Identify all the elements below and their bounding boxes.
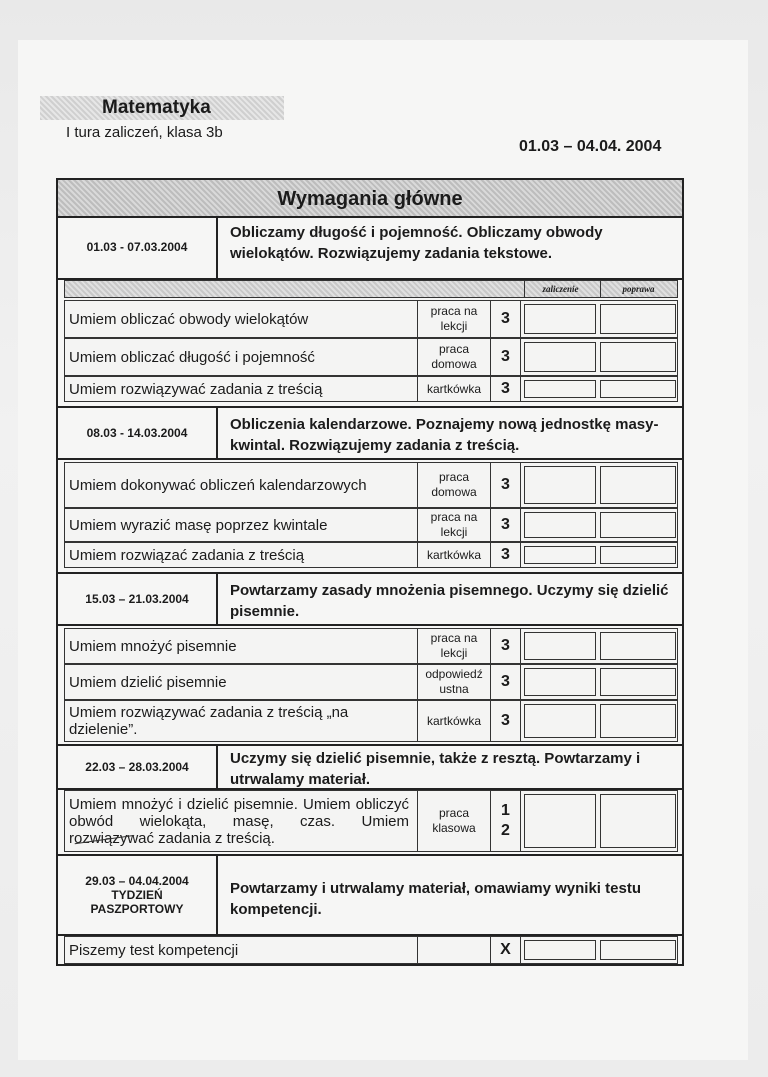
week-5: [58, 854, 682, 936]
table-header: Wymagania główne: [58, 180, 682, 218]
fix-box: [600, 940, 676, 960]
pass-box: [524, 512, 596, 538]
points: 3: [491, 665, 521, 699]
table-row: [64, 542, 678, 568]
week-topic: Powtarzamy zasady mnożenia pisemnego. Uczymy się dzielić pisemnie.: [230, 582, 669, 620]
table-row: [64, 300, 678, 338]
points: 3: [491, 629, 521, 663]
requirement-text: Umiem wyrazić masę poprzez kwintale: [69, 516, 328, 534]
requirement-text: Umiem rozwiązać zadania z treścią: [69, 546, 305, 564]
fix-box: [600, 794, 676, 848]
assessment-type: praca klasowa: [417, 791, 491, 851]
points: 3: [491, 509, 521, 541]
week-date: 22.03 – 28.03.2004: [58, 746, 218, 788]
week-1: [58, 216, 682, 280]
column-pass: zaliczenie: [524, 281, 596, 297]
points: X: [491, 937, 521, 963]
requirement-text: Umiem rozwiązywać zadania z treścią: [69, 380, 323, 398]
week-3: [58, 572, 682, 626]
assessment-type: praca na lekcji: [417, 629, 491, 663]
period-dates: 01.03 – 04.04. 2004: [519, 138, 662, 155]
points: 3: [491, 377, 521, 401]
pass-box: [524, 668, 596, 696]
pass-box: [524, 794, 596, 848]
points: 1 2: [491, 791, 521, 851]
pass-box: [524, 704, 596, 738]
week-topic: Uczymy się dzielić pisemnie, także z resztą. Powtarzamy i utrwalamy materiał.: [230, 750, 641, 788]
pass-box: [524, 546, 596, 564]
table-row: [64, 338, 678, 376]
pass-box: [524, 380, 596, 398]
fix-box: [600, 342, 676, 372]
table-row: [64, 700, 678, 742]
week-date: 01.03 - 07.03.2004: [58, 216, 218, 278]
week-date: 15.03 – 21.03.2004: [58, 574, 218, 624]
points: 3: [491, 701, 521, 741]
requirement-text: Umiem obliczać obwody wielokątów: [69, 310, 309, 328]
assessment-type: kartkówka: [417, 701, 491, 741]
requirement-text: Umiem mnożyć i dzielić pisemnie. Umiem obliczyć obwód wielokąta, masę, czas. Umiem rozwiązywać zadania z treścią.: [69, 795, 409, 847]
requirement-text: Piszemy test kompetencji: [69, 941, 239, 959]
pass-box: [524, 304, 596, 334]
fix-box: [600, 512, 676, 538]
week-topic: Powtarzamy i utrwalamy materiał, omawiamy wyniki testu kompetencji.: [230, 880, 641, 918]
assessment-type: kartkówka: [417, 543, 491, 567]
week-topic: Obliczenia kalendarzowe. Poznajemy nową jednostkę masy- kwintal. Rozwiązujemy zadania z treścią.: [230, 416, 659, 454]
week-date: 08.03 - 14.03.2004: [58, 408, 218, 458]
requirement-text: Umiem rozwiązywać zadania z treścią „na dzielenie”.: [69, 704, 349, 738]
assessment-type: praca domowa: [417, 463, 491, 507]
pass-box: [524, 632, 596, 660]
points: 3: [491, 339, 521, 375]
assessment-type: praca na lekcji: [417, 509, 491, 541]
week-date: 29.03 – 04.04.2004 TYDZIEŃ PASZPORTOWY: [58, 856, 218, 934]
week-2: [58, 406, 682, 460]
table-row: [64, 376, 678, 402]
pass-box: [524, 940, 596, 960]
assessment-type: praca domowa: [417, 339, 491, 375]
table-row: [64, 790, 678, 852]
requirement-text: Umiem mnożyć pisemnie: [69, 637, 237, 655]
fix-box: [600, 466, 676, 504]
points: 3: [491, 463, 521, 507]
requirements-table: [56, 178, 684, 966]
week-4: [58, 744, 682, 790]
points: 3: [491, 543, 521, 567]
requirement-text: Umiem dzielić pisemnie: [69, 673, 227, 691]
assessment-type: praca na lekcji: [417, 301, 491, 337]
subtitle: I tura zaliczeń, klasa 3b: [66, 124, 223, 141]
fix-box: [600, 632, 676, 660]
subject-title: Matematyka: [40, 96, 284, 120]
table-row: [64, 664, 678, 700]
requirement-text: Umiem dokonywać obliczeń kalendarzowych: [69, 476, 367, 494]
pass-box: [524, 466, 596, 504]
assessment-type: kartkówka: [417, 377, 491, 401]
assessment-type: odpowiedź ustna: [417, 665, 491, 699]
fix-box: [600, 668, 676, 696]
assessment-type: [417, 937, 491, 963]
fix-box: [600, 546, 676, 564]
fix-box: [600, 704, 676, 738]
fix-box: [600, 380, 676, 398]
pass-box: [524, 342, 596, 372]
column-headers: [64, 280, 678, 298]
table-row: [64, 462, 678, 508]
column-fix: poprawa: [600, 281, 676, 297]
requirement-text: Umiem obliczać długość i pojemność: [69, 348, 315, 366]
table-row: [64, 936, 678, 964]
table-row: [64, 508, 678, 542]
fix-box: [600, 304, 676, 334]
points: 3: [491, 301, 521, 337]
table-row: [64, 628, 678, 664]
week-topic: Obliczamy długość i pojemność. Obliczamy obwody wielokątów. Rozwiązujemy zadania tekstowe.: [230, 224, 603, 262]
